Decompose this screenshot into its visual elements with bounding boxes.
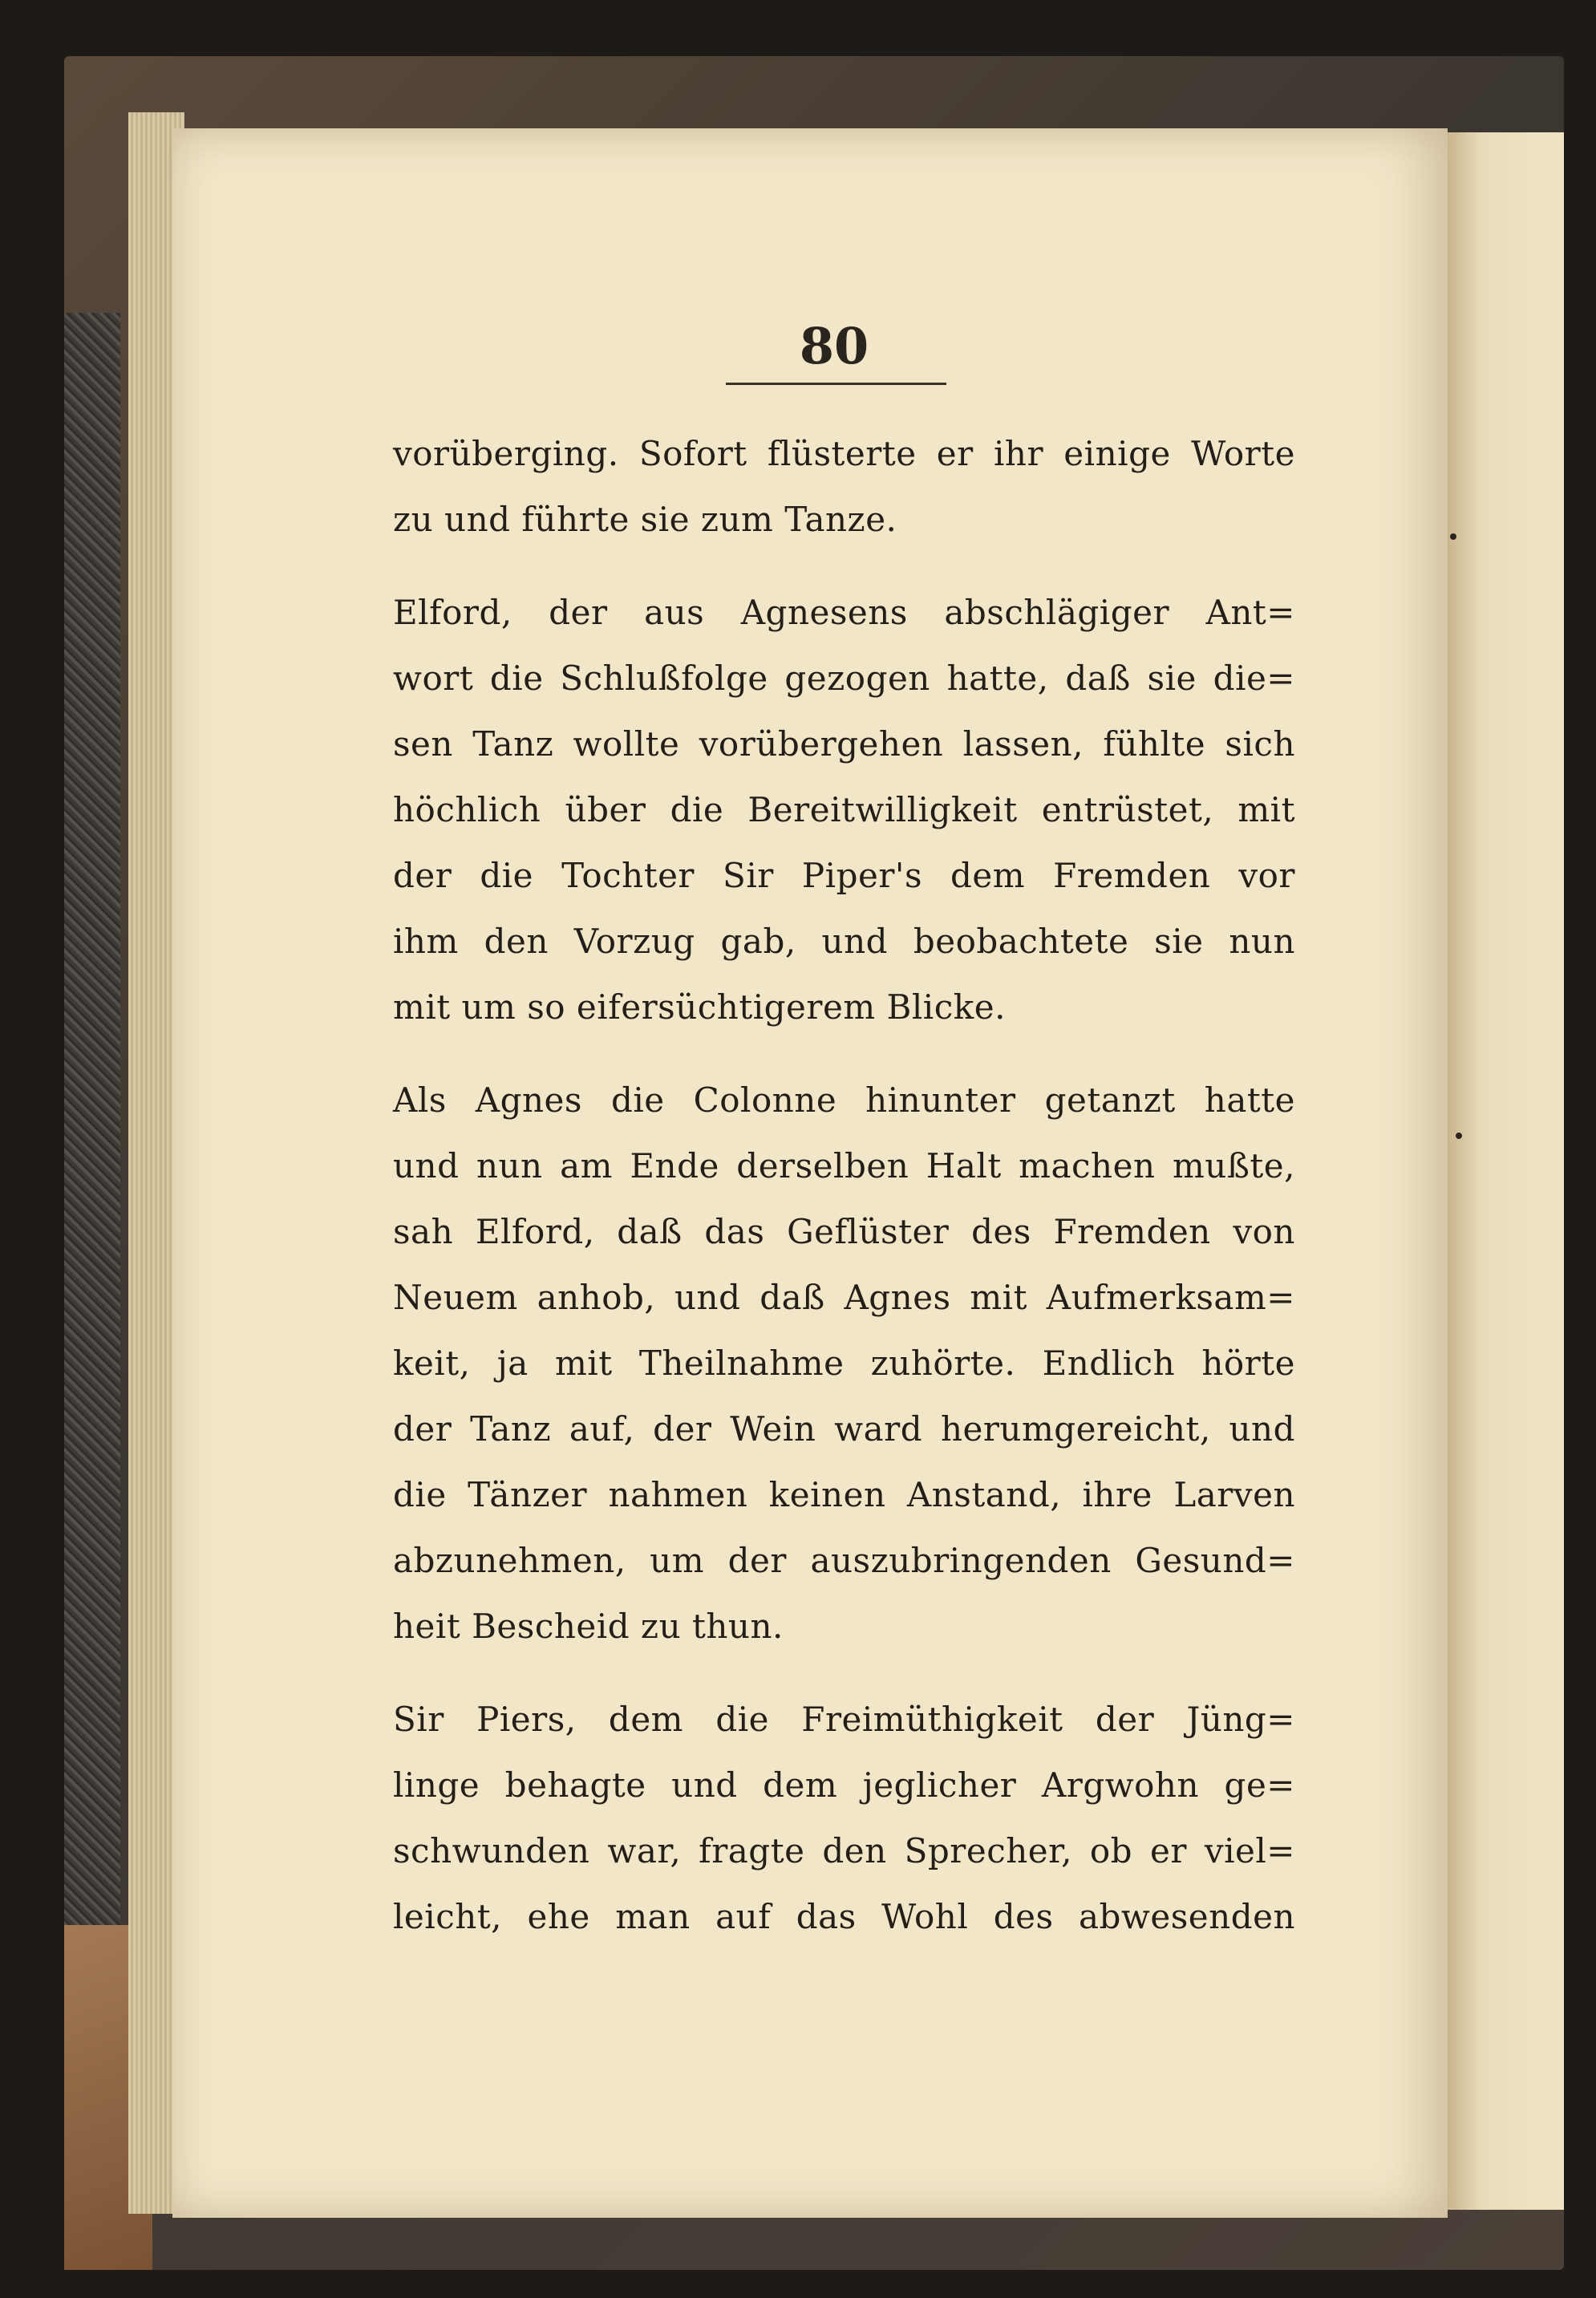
- text-line: der die Tochter Sir Piper's dem Fremden vor: [393, 856, 1295, 895]
- marbled-cover-edge: [64, 313, 120, 2118]
- margin-mark: [1450, 533, 1456, 540]
- text-line: vorüberging. Sofort flüsterte er ihr einige Worte: [393, 434, 1295, 473]
- text-line: Als Agnes die Colonne hinunter getanzt hatte: [393, 1080, 1295, 1120]
- text-line: mit um so eifersüchtigerem Blicke.: [393, 987, 1006, 1027]
- text-line: Sir Piers, dem die Freimüthigkeit der Jüng=: [393, 1700, 1295, 1739]
- page-number: 80: [799, 317, 869, 375]
- text-line: zu und führte sie zum Tanze.: [393, 500, 897, 539]
- text-line: Elford, der aus Agnesens abschlägiger Ant=: [393, 593, 1295, 632]
- margin-mark: [1456, 1133, 1462, 1139]
- paragraph: [393, 580, 1295, 1040]
- text-line: keit, ja mit Theilnahme zuhörte. Endlich hörte: [393, 1344, 1295, 1383]
- text-line: heit Bescheid zu thun.: [393, 1607, 784, 1646]
- text-line: sah Elford, daß das Geflüster des Fremden von: [393, 1212, 1295, 1251]
- text-line: und nun am Ende derselben Halt machen mußte,: [393, 1146, 1295, 1185]
- text-line: höchlich über die Bereitwilligkeit entrüstet, mit: [393, 790, 1295, 829]
- facing-page: [1448, 132, 1564, 2210]
- page-number-rule: [726, 383, 946, 385]
- paragraph: [393, 421, 1295, 553]
- text-line: schwunden war, fragte den Sprecher, ob er viel=: [393, 1831, 1295, 1870]
- text-line: ihm den Vorzug gab, und beobachtete sie nun: [393, 922, 1295, 961]
- text-line: die Tänzer nahmen keinen Anstand, ihre Larven: [393, 1475, 1295, 1514]
- text-line: abzunehmen, um der auszubringenden Gesund=: [393, 1541, 1295, 1580]
- page-text: [393, 421, 1295, 1977]
- text-line: leicht, ehe man auf das Wohl des abwesenden: [393, 1897, 1295, 1936]
- text-line: sen Tanz wollte vorübergehen lassen, fühlte sich: [393, 724, 1295, 764]
- paragraph: [393, 1687, 1295, 1950]
- text-line: wort die Schlußfolge gezogen hatte, daß sie die=: [393, 659, 1295, 698]
- text-line: Neuem anhob, und daß Agnes mit Aufmerksam=: [393, 1278, 1295, 1317]
- text-line: linge behagte und dem jeglicher Argwohn ge=: [393, 1765, 1295, 1805]
- paragraph: [393, 1068, 1295, 1660]
- text-line: der Tanz auf, der Wein ward herumgereicht, und: [393, 1409, 1295, 1449]
